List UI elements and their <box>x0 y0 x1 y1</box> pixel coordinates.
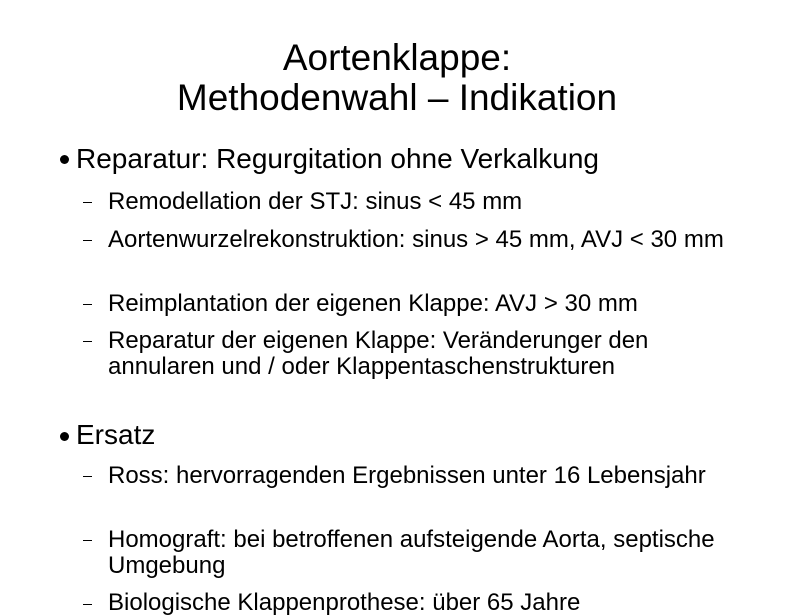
dash-icon <box>83 476 92 477</box>
section-heading-reparatur: Reparatur: Regurgitation ohne Verkalkung <box>76 143 600 174</box>
dash-icon <box>83 341 92 342</box>
dash-icon <box>83 304 92 305</box>
list-item: Aortenwurzelrekonstruktion: sinus > 45 mm, AVJ < 30 mm <box>108 226 724 253</box>
bullet-dot-icon <box>60 432 69 441</box>
dash-icon <box>83 240 92 241</box>
slide-title-line-2: Methodenwahl – Indikation <box>176 77 618 118</box>
list-item: Homograft: bei betroffenen aufsteigende Aorta, septische Umgebung <box>108 526 715 579</box>
list-item: Ross: hervorragenden Ergebnissen unter 16 Lebensjahr <box>108 462 706 489</box>
dash-icon <box>83 604 92 605</box>
dash-icon <box>83 540 92 541</box>
dash-icon <box>83 202 92 203</box>
slide-title-line-1: Aortenklappe: <box>282 37 512 78</box>
list-item: Remodellation der STJ: sinus < 45 mm <box>108 188 523 215</box>
list-item: Biologische Klappenprothese: über 65 Jahre <box>108 589 581 616</box>
list-item: Reimplantation der eigenen Klappe: AVJ > 30 mm <box>108 290 638 317</box>
bullet-dot-icon <box>60 155 69 164</box>
list-item: Reparatur der eigenen Klappe: Veränderunger den annularen und / oder Klappentaschenstrukturen <box>108 327 649 380</box>
section-heading-ersatz: Ersatz <box>76 419 156 450</box>
